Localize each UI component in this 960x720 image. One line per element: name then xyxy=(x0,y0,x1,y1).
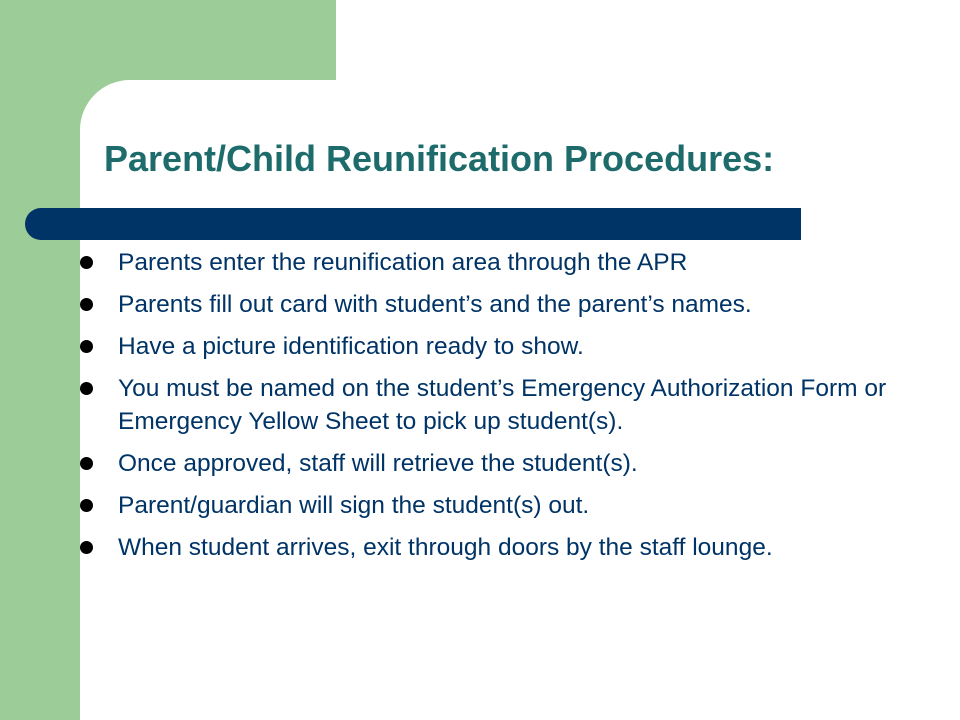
bullet-text: Have a picture identification ready to show. xyxy=(118,333,584,360)
bullet-item xyxy=(80,489,950,522)
bullet-item xyxy=(80,372,950,438)
bullet-text: Once approved, staff will retrieve the student(s). xyxy=(118,450,638,477)
slide-title: Parent/Child Reunification Procedures: xyxy=(104,138,775,179)
bullet-item xyxy=(80,531,950,564)
bullet-text: When student arrives, exit through doors by the staff lounge. xyxy=(118,534,773,561)
bullet-text: You must be named on the student’s Emergency Authorization Form or Emergency Yellow Sheet to pick up student(s). xyxy=(118,375,887,435)
bullet-dot-icon xyxy=(80,298,93,311)
bullet-dot-icon xyxy=(80,340,93,353)
bullet-dot-icon xyxy=(80,382,93,395)
bullet-item xyxy=(80,330,950,363)
bullet-text: Parent/guardian will sign the student(s) out. xyxy=(118,492,590,519)
bullet-item xyxy=(80,288,950,321)
bullet-list xyxy=(80,246,950,573)
bullet-dot-icon xyxy=(80,457,93,470)
bullet-dot-icon xyxy=(80,499,93,512)
bullet-text: Parents enter the reunification area through the APR xyxy=(118,249,688,276)
title-divider-bar xyxy=(25,208,801,240)
bullet-item xyxy=(80,246,950,279)
bullet-text: Parents fill out card with student’s and the parent’s names. xyxy=(118,291,752,318)
bullet-item xyxy=(80,447,950,480)
bullet-dot-icon xyxy=(80,541,93,554)
bullet-dot-icon xyxy=(80,256,93,269)
